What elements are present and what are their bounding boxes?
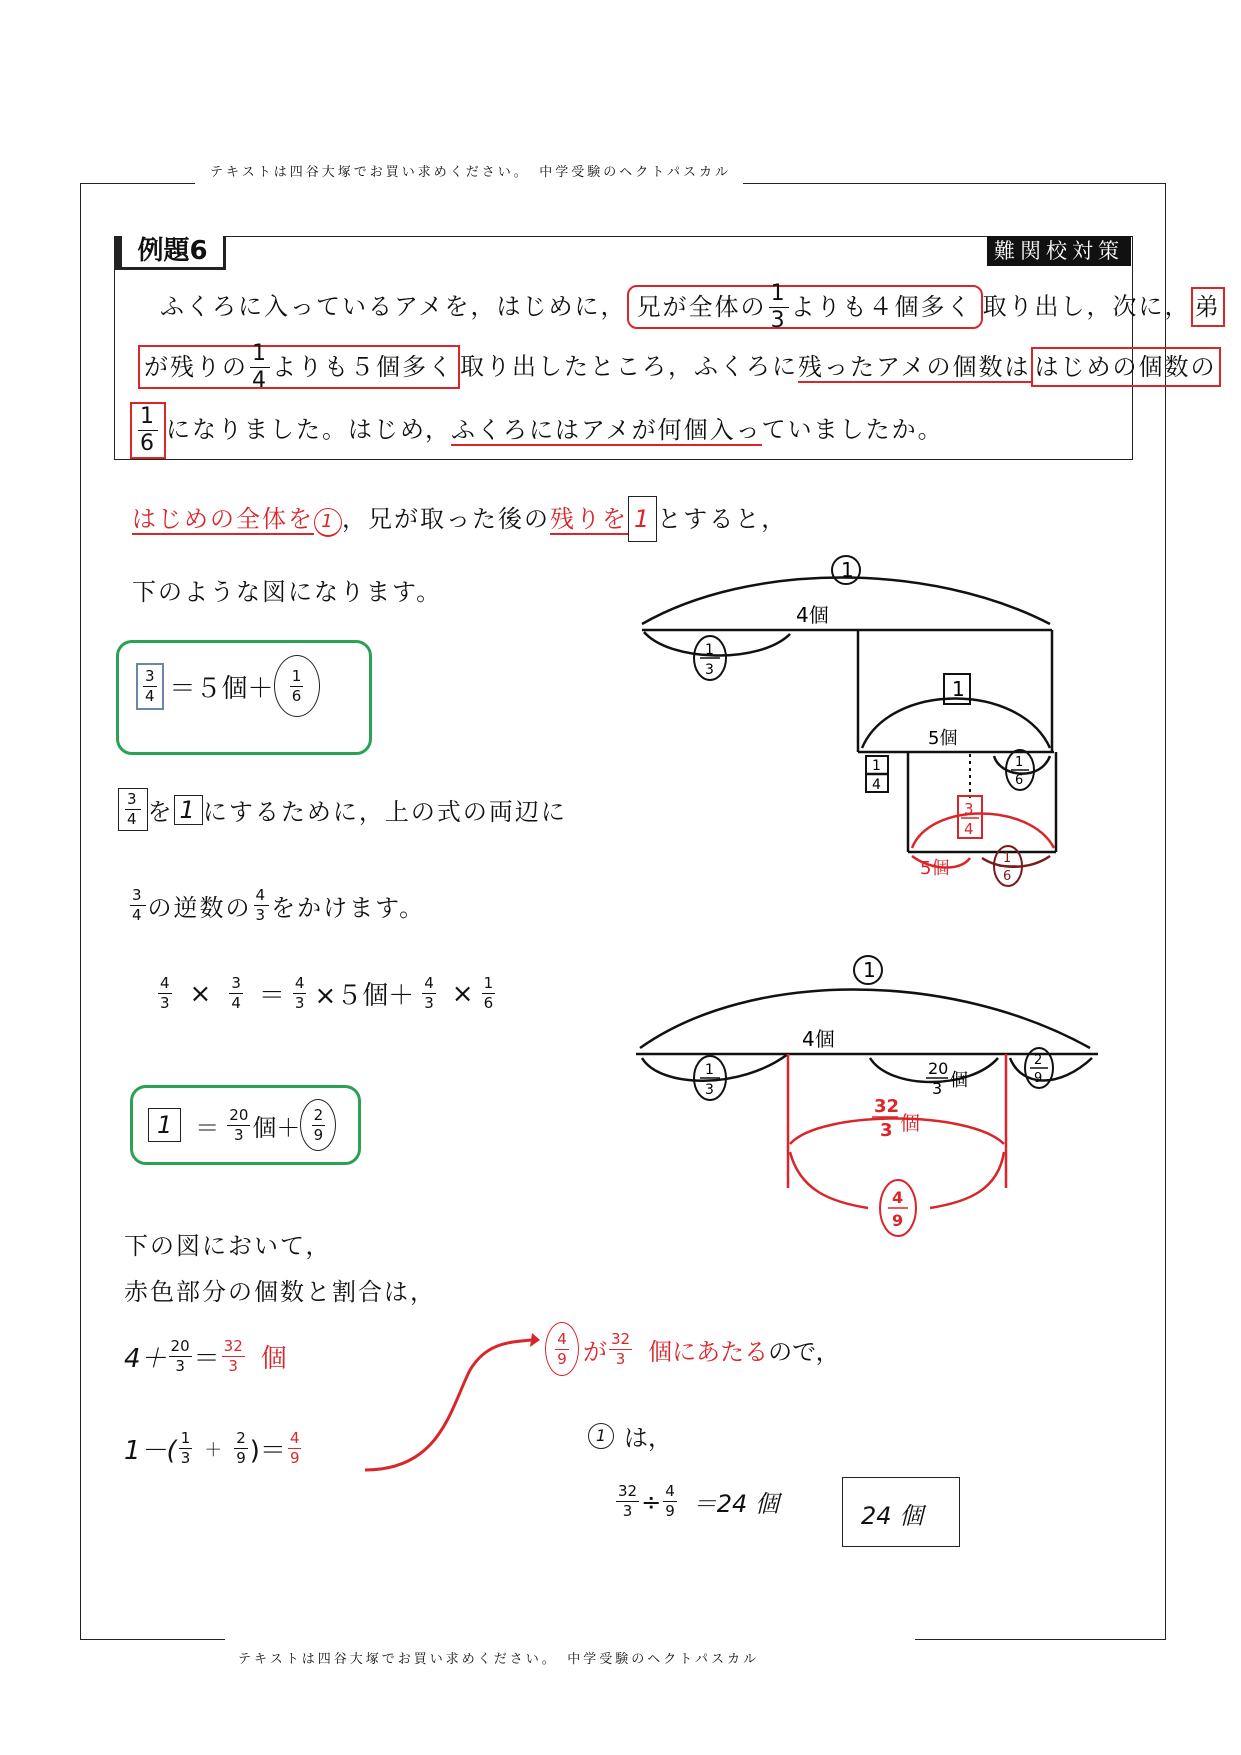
highlight-brother: 兄が全体の $\frac{1}{3}$ よりも４個多く	[627, 285, 983, 329]
highlight-one-sixth: $\frac{1}{6}$	[130, 402, 166, 459]
step-text-2: 3 4 の逆数の 4 3 をかけます。	[132, 886, 426, 924]
diagram-1	[630, 552, 1070, 892]
ratio-eq: 1－( 1 3 ＋ 2 9 )＝ 4 9	[124, 1429, 300, 1467]
d1-seg2: 5個	[928, 728, 958, 749]
three-fourths-box: $\frac{3}{4}$	[136, 663, 164, 710]
svg-text:3: 3	[964, 800, 974, 818]
final-eq: $\frac{32}{3}$ ÷ $\frac{4}{9}$ ＝24 個	[618, 1482, 779, 1520]
d1-bottom: 5個	[920, 858, 950, 879]
line-a: 下の図において，	[124, 1232, 332, 1260]
one-is: 1 は，	[588, 1418, 672, 1453]
answer-box: 24 個	[842, 1477, 960, 1547]
problem-line-3: $\frac{1}{6}$ になりました。はじめ，ふくろにはアメが何個入っていましたか。	[130, 402, 944, 452]
svg-text:3: 3	[880, 1120, 893, 1141]
underline-question: ふくろにはアメが何個入っ	[451, 415, 762, 444]
svg-text:9: 9	[892, 1211, 904, 1230]
svg-text:4: 4	[964, 820, 974, 838]
svg-text:1: 1	[705, 642, 714, 658]
one-sixth-circle: 1 6	[274, 655, 320, 717]
line-b: 赤色部分の個数と割合は，	[124, 1278, 436, 1306]
d1-mid: 1	[952, 677, 965, 701]
underline-remaining: 残ったアメの個数は	[798, 352, 1031, 381]
d2-top: 1	[863, 958, 876, 982]
svg-text:9: 9	[1034, 1071, 1043, 1086]
step-text: $\frac{3}{4}$ を 1 にするために，上の式の両辺に	[118, 788, 567, 831]
highlight-ratio: はじめの個数の	[1031, 347, 1221, 387]
equation-2: $\frac{4}{3}$ × $\frac{3}{4}$ ＝ $\frac{4}{3}$ ×５個＋ $\frac{4}{3}$ × $\frac{1}{6}$	[160, 974, 494, 1012]
svg-text:個: 個	[950, 1070, 968, 1091]
sum-eq: 4＋ 20 3 ＝ 32 3 個	[124, 1337, 287, 1375]
diagram-2	[630, 950, 1110, 1250]
footer-note: テキストは四谷大塚でお買い求めください。 中学受験のヘクトパスカル	[238, 1652, 759, 1667]
svg-text:1: 1	[872, 758, 881, 774]
header-note: テキストは四谷大塚でお買い求めください。 中学受験のヘクトパスカル	[210, 165, 731, 180]
curved-arrow	[360, 1330, 540, 1480]
svg-text:3: 3	[932, 1079, 943, 1098]
conclusion: 4 9 が 32 3 個にあたる ので，	[545, 1322, 840, 1376]
equation-3: 1 ＝ 20 3 個＋ 2 9	[148, 1096, 336, 1154]
svg-text:6: 6	[1003, 869, 1012, 884]
figure-text: 下のような図になります。	[132, 578, 443, 606]
svg-text:20: 20	[928, 1059, 949, 1078]
svg-text:3: 3	[705, 662, 714, 678]
highlight-younger-2: が残りの $\frac{1}{4}$ よりも５個多く	[138, 345, 460, 389]
svg-text:1: 1	[705, 1062, 714, 1078]
equation-1: $\frac{3}{4}$ ＝５個＋ 1 6	[136, 652, 320, 720]
svg-text:1: 1	[1003, 851, 1012, 866]
svg-text:2: 2	[1034, 1053, 1043, 1068]
problem-line-2: が残りの $\frac{1}{4}$ よりも５個多く 取り出したところ，ふくろに残ったアメの個数は はじめの個数の	[138, 343, 1221, 387]
highlight-younger: 弟	[1191, 287, 1225, 327]
svg-text:3: 3	[705, 1082, 714, 1098]
svg-text:6: 6	[1015, 773, 1024, 788]
svg-text:4: 4	[872, 777, 881, 793]
problem-tag: 難関校対策	[987, 236, 1131, 266]
svg-text:32: 32	[874, 1096, 900, 1117]
svg-text:個: 個	[900, 1111, 920, 1135]
problem-label: 例題6	[114, 236, 226, 270]
solution-intro: はじめの全体を 1 ，兄が取った後の残りを 1 とすると，	[132, 496, 787, 542]
problem-line-1: ふくろに入っているアメを，はじめに， 兄が全体の $\frac{1}{3}$ よりも４個多く 取り出し，次に， 弟	[160, 283, 1225, 327]
d1-top: 1	[841, 558, 854, 582]
svg-text:4: 4	[892, 1188, 904, 1207]
d2-seg: 4個	[802, 1027, 835, 1051]
d1-seg: 4個	[796, 603, 829, 627]
svg-text:1: 1	[1015, 755, 1024, 770]
